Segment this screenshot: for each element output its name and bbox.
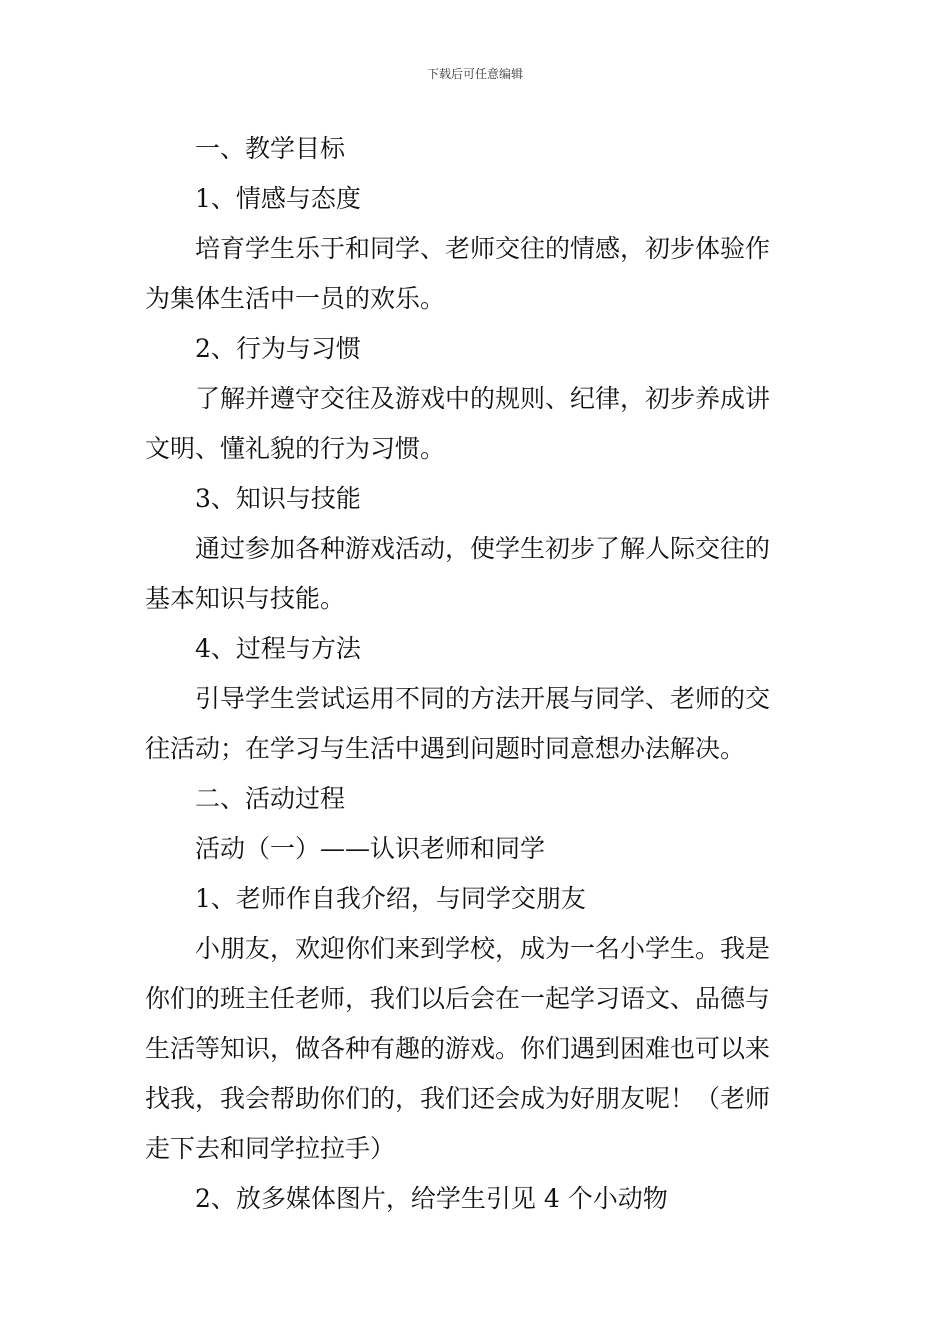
heading-activity-process: 二、活动过程 (195, 784, 346, 813)
page-header: 下载后可任意编辑 (426, 67, 523, 81)
subheading-behavior-habits: 2、行为与习惯 (195, 334, 361, 363)
paragraph-line: 通过参加各种游戏活动，使学生初步了解人际交往的 (195, 534, 771, 563)
paragraph-line: 文明、懂礼貌的行为习惯。 (145, 434, 446, 463)
heading-teaching-goals: 一、教学目标 (195, 134, 346, 163)
subheading-teacher-intro: 1、老师作自我介绍，与同学交朋友 (195, 884, 586, 913)
paragraph-line: 走下去和同学拉拉手） (145, 1134, 396, 1163)
subheading-activity-one: 活动（一）——认识老师和同学 (195, 834, 546, 863)
paragraph-line: 引导学生尝试运用不同的方法开展与同学、老师的交 (195, 684, 771, 713)
document-body (145, 124, 805, 1224)
paragraph-line: 生活等知识，做各种有趣的游戏。你们遇到困难也可以来 (145, 1034, 771, 1063)
subheading-process-methods: 4、过程与方法 (195, 634, 361, 663)
subheading-emotion-attitude: 1、情感与态度 (195, 184, 361, 213)
paragraph-line: 往活动；在学习与生活中遇到问题时同意想办法解决。 (145, 734, 746, 763)
paragraph-line: 找我，我会帮助你们的，我们还会成为好朋友呢！（老师 (145, 1084, 771, 1113)
paragraph-line: 培育学生乐于和同学、老师交往的情感，初步体验作 (195, 234, 771, 263)
paragraph-line: 为集体生活中一员的欢乐。 (145, 284, 446, 313)
paragraph-line: 你们的班主任老师，我们以后会在一起学习语文、品德与 (145, 984, 771, 1013)
subheading-knowledge-skills: 3、知识与技能 (195, 484, 361, 513)
paragraph-line: 了解并遵守交往及游戏中的规则、纪律，初步养成讲 (195, 384, 771, 413)
subheading-multimedia-pictures: 2、放多媒体图片，给学生引见 4 个小动物 (195, 1184, 668, 1213)
paragraph-line: 基本知识与技能。 (145, 584, 346, 613)
paragraph-line: 小朋友，欢迎你们来到学校，成为一名小学生。我是 (195, 934, 771, 963)
